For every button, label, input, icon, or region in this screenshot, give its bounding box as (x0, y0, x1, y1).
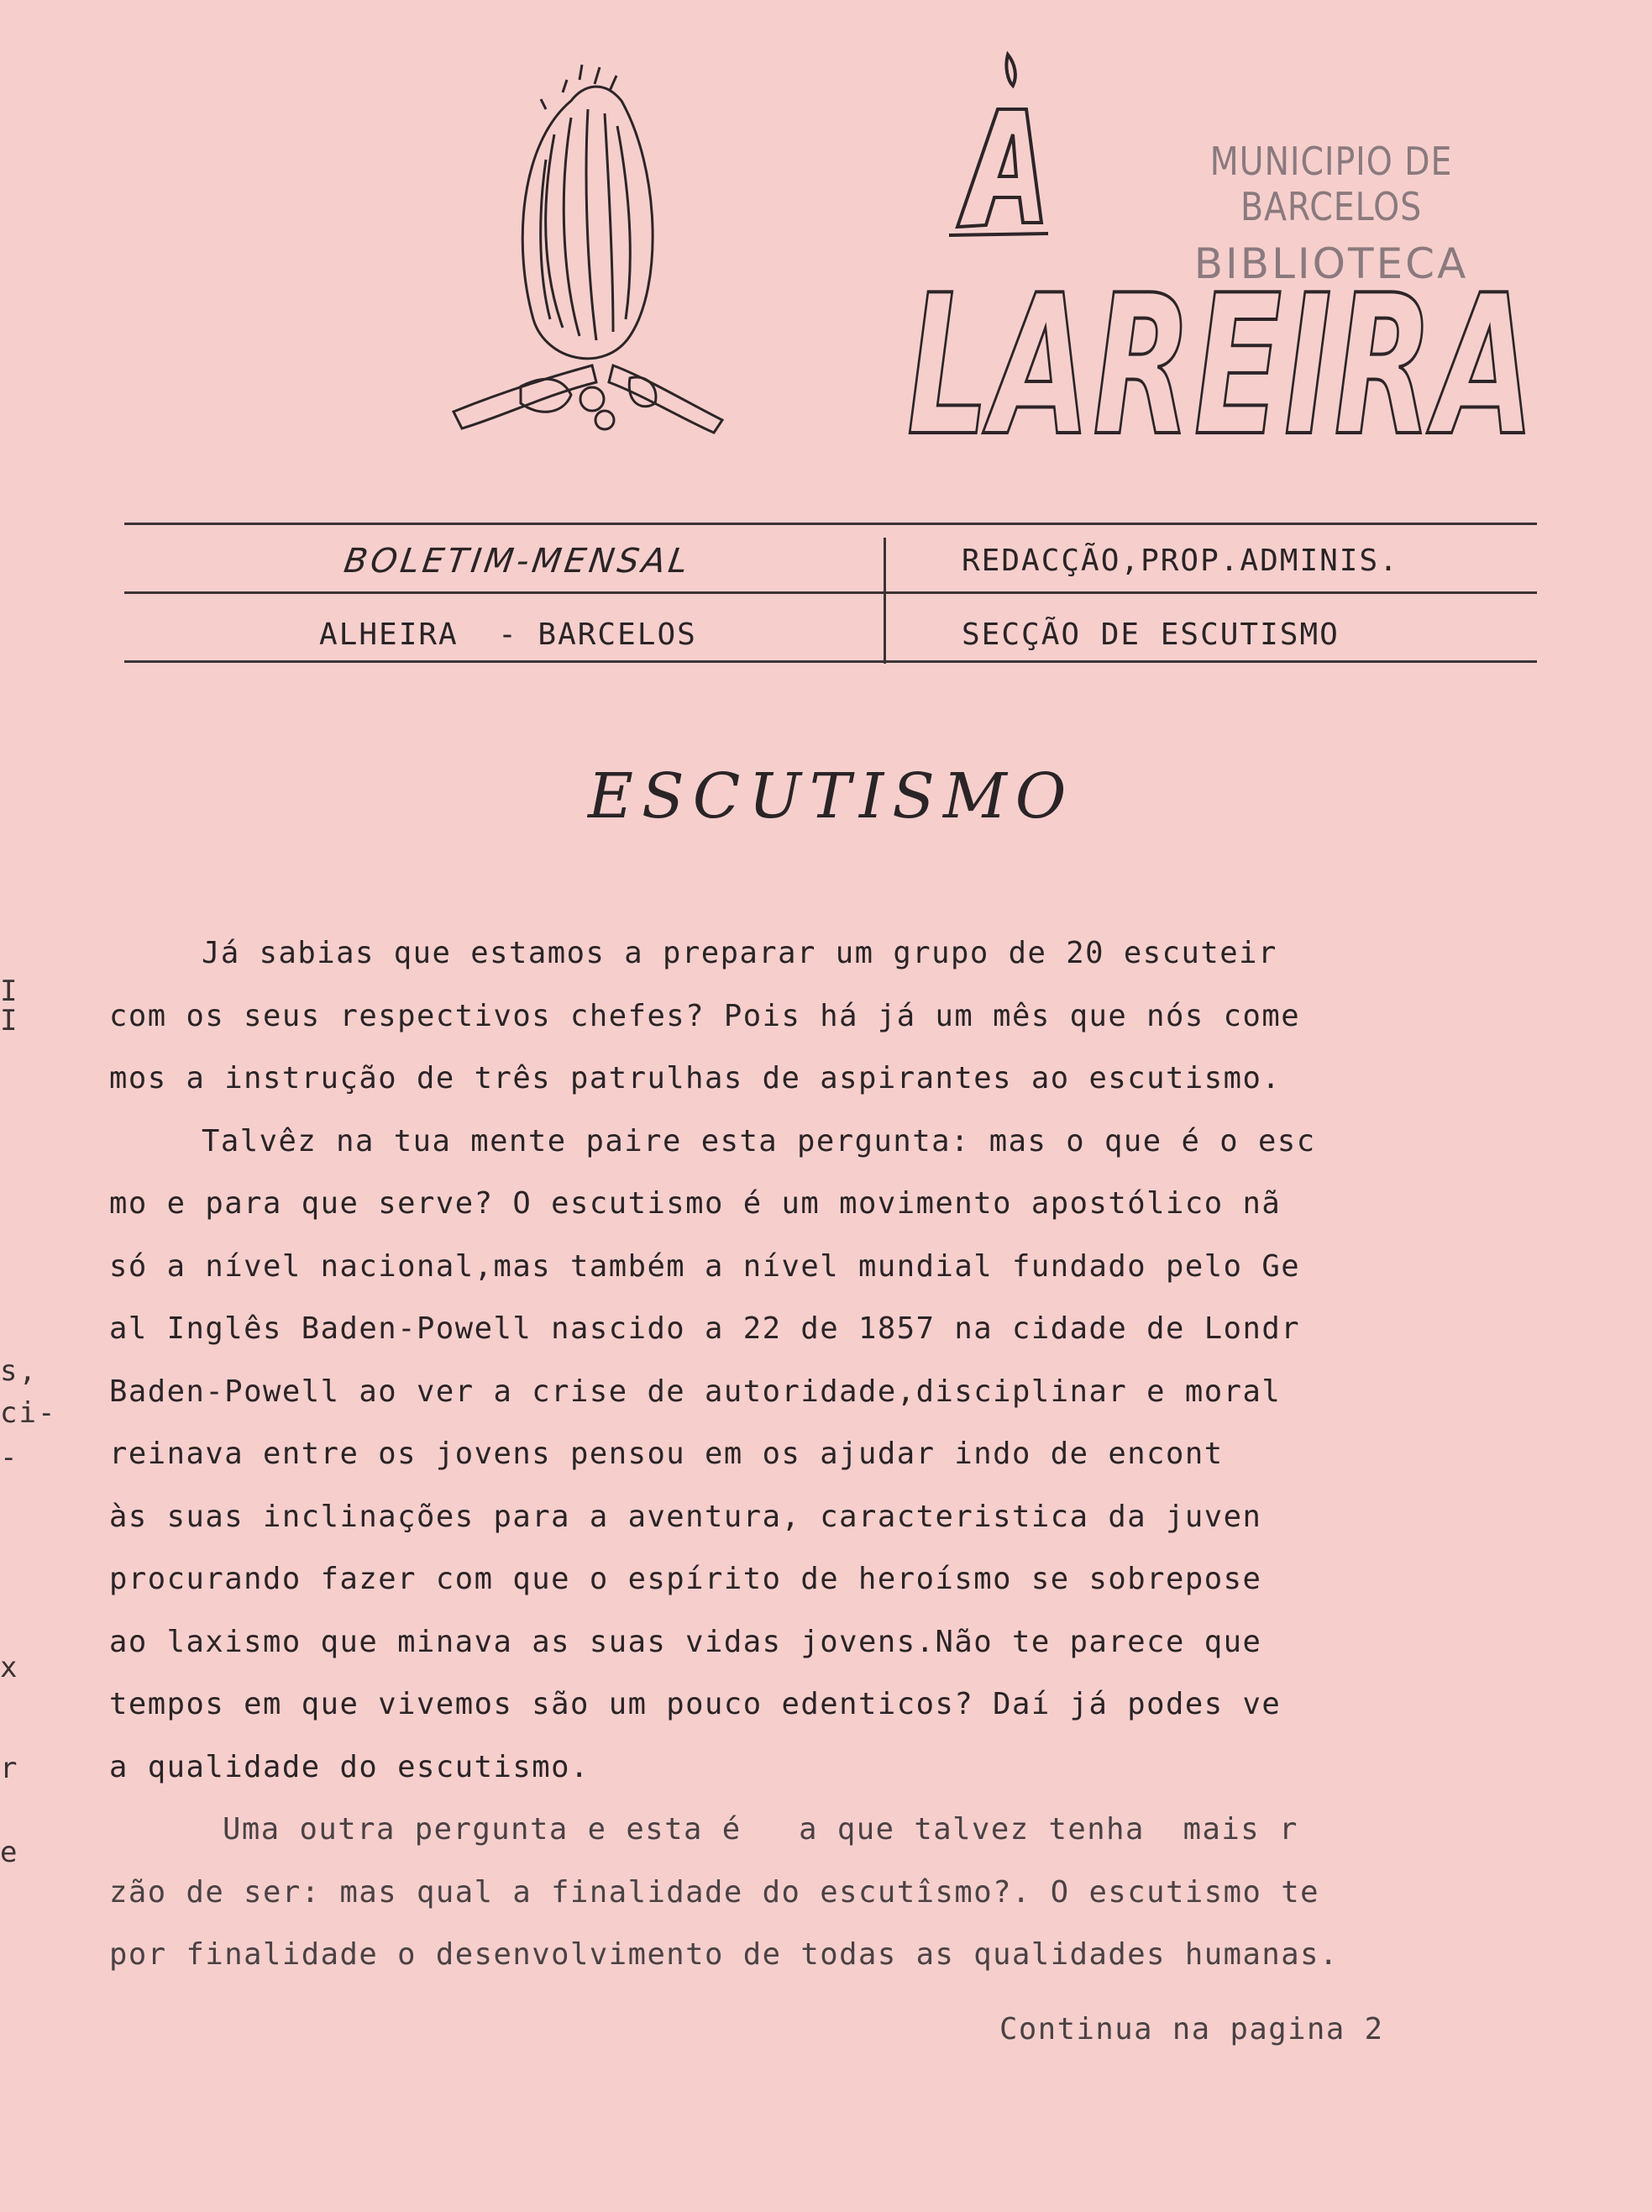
margin-fragment: s, (0, 1354, 38, 1388)
margin-fragment: ci- (0, 1396, 57, 1430)
margin-fragment: e (0, 1836, 19, 1869)
article-heading: ESCUTISMO (588, 760, 1075, 833)
body-line: procurando fazer com que o espírito de heroísmo se sobrepose (109, 1562, 1262, 1596)
header-divider (884, 538, 886, 664)
campfire-illustration (445, 42, 739, 445)
body-line: com os seus respectivos chefes? Pois há já um mês que nós come (109, 998, 1301, 1033)
body-line: Talvêz na tua mente paire esta pergunta: mas o que é o esc (202, 1123, 1316, 1159)
header-rule-middle (124, 591, 1537, 594)
svg-text:LAREIRA: LAREIRA (907, 269, 1537, 462)
masthead-title (899, 269, 1545, 462)
stamp-line-1: MUNICIPIO DE BARCELOS (1209, 139, 1453, 229)
header-left-top: BOLETIM-MENSAL (341, 542, 694, 581)
body-line: Baden-Powell ao ver a crise de autoridade,disciplinar e moral (109, 1374, 1282, 1409)
margin-fragment: x (0, 1651, 19, 1684)
article-body (109, 928, 1554, 1993)
body-line: mo e para que serve? O escutismo é um movimento apostólico nã (109, 1186, 1282, 1221)
body-line: Uma outra pergunta e esta é a que talvez tenha mais r (223, 1812, 1298, 1847)
masthead-accent (932, 50, 1058, 244)
header-left-bottom: ALHEIRA - BARCELOS (319, 617, 697, 652)
body-line: só a nível nacional,mas também a nível mundial fundado pelo Ge (109, 1248, 1301, 1284)
body-line: a qualidade do escutismo. (109, 1749, 590, 1784)
margin-fragment: I (0, 975, 19, 1008)
library-stamp (1096, 139, 1566, 288)
body-line: por finalidade o desenvolvimento de todas as qualidades humanas. (109, 1937, 1339, 1972)
body-line: Já sabias que estamos a preparar um grupo de 20 escuteir (202, 936, 1277, 970)
header-right-bottom: SECÇÃO DE ESCUTISMO (962, 617, 1340, 652)
body-line: al Inglês Baden-Powell nascido a 22 de 1857 na cidade de Londr (109, 1311, 1301, 1346)
header-rule-top (124, 523, 1537, 525)
stamp-line-2: BIBLIOTECA (1193, 239, 1469, 288)
body-line: às suas inclinações para a aventura, caracteristica da juven (109, 1499, 1262, 1534)
body-line: ao laxismo que minava as suas vidas jovens.Não te parece que (109, 1624, 1262, 1659)
body-line: tempos em que vivemos são um pouco edenticos? Daí já podes ve (109, 1687, 1282, 1721)
header-right-top: REDACÇÃO,PROP.ADMINIS. (962, 544, 1399, 578)
header-rule-bottom (124, 660, 1537, 663)
body-line: reinava entre os jovens pensou em os ajudar indo de encont (109, 1437, 1224, 1471)
body-line: zão de ser: mas qual a finalidade do escutîsmo?. O escutismo te (109, 1874, 1319, 1910)
margin-fragment: r (0, 1752, 19, 1785)
margin-fragment: I (0, 1004, 19, 1038)
margin-fragment: - (0, 1441, 19, 1474)
continuation-note: Continua na pagina 2 (999, 2012, 1384, 2046)
body-line: mos a instrução de três patrulhas de aspirantes ao escutismo. (109, 1061, 1282, 1095)
